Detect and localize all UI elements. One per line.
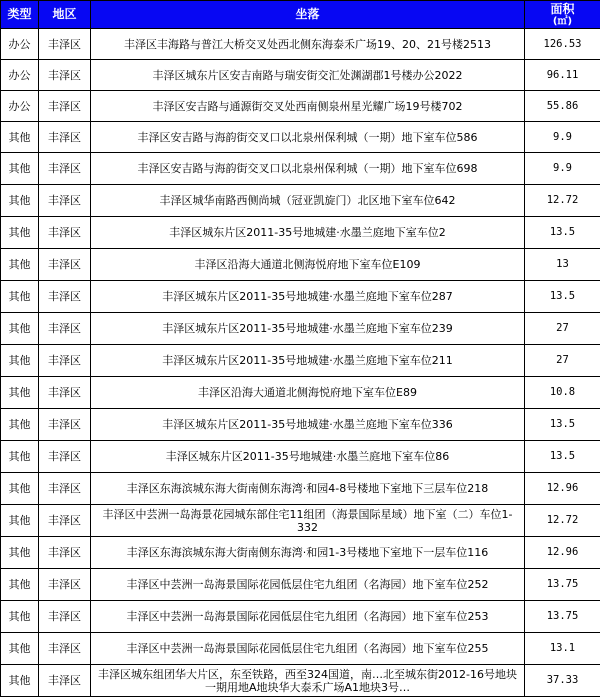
table-row [1,249,600,281]
table-row [1,29,600,60]
table-row [1,409,600,441]
table-row [1,377,600,409]
row-type-cell: 其他 [1,601,39,633]
row-district-cell: 丰泽区 [39,60,91,91]
table-row [1,473,600,505]
row-type-cell: 其他 [1,409,39,441]
table-row [1,665,600,697]
row-type-cell: 其他 [1,505,39,537]
header-type: 类型 [1,1,39,29]
row-location-cell: 丰泽区城东片区2011-35号地城建·水墨兰庭地下室车位86 [91,441,525,473]
row-type-cell: 办公 [1,91,39,122]
table-row [1,60,600,91]
row-location-cell: 丰泽区沿海大通道北侧海悦府地下室车位E109 [91,249,525,281]
row-type-cell: 其他 [1,441,39,473]
row-area-cell: 13 [525,249,600,281]
header-district: 地区 [39,1,91,29]
row-area-cell: 27 [525,313,600,345]
row-area-cell: 12.96 [525,537,600,569]
row-location-cell: 丰泽区城东组团华大片区，东至铁路，西至324国道，南…北至城东街2012-16号地块一期用地A地块华大泰禾广场A1地块3号… [91,665,525,697]
row-district-cell: 丰泽区 [39,217,91,249]
row-district-cell: 丰泽区 [39,122,91,153]
table-row [1,313,600,345]
row-area-cell: 96.11 [525,60,600,91]
row-area-cell: 12.96 [525,473,600,505]
row-location-cell: 丰泽区沿海大通道北侧海悦府地下室车位E89 [91,377,525,409]
row-area-cell: 9.9 [525,122,600,153]
row-district-cell: 丰泽区 [39,441,91,473]
row-location-cell: 丰泽区安吉路与通源街交叉处西南侧泉州星光耀广场19号楼702 [91,91,525,122]
row-district-cell: 丰泽区 [39,377,91,409]
row-area-cell: 55.86 [525,91,600,122]
table-row [1,217,600,249]
row-district-cell: 丰泽区 [39,665,91,697]
row-area-cell: 13.75 [525,601,600,633]
row-district-cell: 丰泽区 [39,537,91,569]
row-district-cell: 丰泽区 [39,473,91,505]
table-row [1,633,600,665]
row-district-cell: 丰泽区 [39,569,91,601]
row-location-cell: 丰泽区城东片区2011-35号地城建·水墨兰庭地下室车位287 [91,281,525,313]
row-area-cell: 13.1 [525,633,600,665]
row-type-cell: 其他 [1,217,39,249]
row-district-cell: 丰泽区 [39,91,91,122]
row-location-cell: 丰泽区东海滨城东海大街南侧东海湾·和园1-3号楼地下室地下一层车位116 [91,537,525,569]
header-area-label: 面积 [550,2,574,16]
row-type-cell: 其他 [1,345,39,377]
row-location-cell: 丰泽区城东片区2011-35号地城建·水墨兰庭地下室车位211 [91,345,525,377]
row-district-cell: 丰泽区 [39,29,91,60]
row-location-cell: 丰泽区安吉路与海韵街交叉口以北泉州保利城（一期）地下室车位698 [91,153,525,185]
row-type-cell: 办公 [1,29,39,60]
row-district-cell: 丰泽区 [39,249,91,281]
row-type-cell: 其他 [1,122,39,153]
row-area-cell: 126.53 [525,29,600,60]
table-row [1,569,600,601]
row-district-cell: 丰泽区 [39,345,91,377]
table-row [1,185,600,217]
row-area-cell: 9.9 [525,153,600,185]
row-area-cell: 13.75 [525,569,600,601]
row-area-cell: 13.5 [525,409,600,441]
row-location-cell: 丰泽区中芸洲一岛海景国际花园低层住宅九组团（名海园）地下室车位253 [91,601,525,633]
row-location-cell: 丰泽区中芸洲一岛海景花园城东部住宅11组团（海景国际星域）地下室（二）车位1-332 [91,505,525,537]
row-area-cell: 27 [525,345,600,377]
table-row [1,153,600,185]
row-district-cell: 丰泽区 [39,185,91,217]
row-area-cell: 10.8 [525,377,600,409]
row-type-cell: 其他 [1,377,39,409]
row-location-cell: 丰泽区丰海路与普江大桥交叉处西北侧东海泰禾广场19、20、21号楼2513 [91,29,525,60]
row-area-cell: 13.5 [525,441,600,473]
table-row [1,122,600,153]
row-type-cell: 办公 [1,60,39,91]
row-area-cell: 12.72 [525,185,600,217]
row-type-cell: 其他 [1,249,39,281]
row-location-cell: 丰泽区城东片区2011-35号地城建·水墨兰庭地下室车位239 [91,313,525,345]
header-area [525,1,600,29]
row-location-cell: 丰泽区中芸洲一岛海景国际花园低层住宅九组团（名海园）地下室车位252 [91,569,525,601]
row-district-cell: 丰泽区 [39,313,91,345]
row-location-cell: 丰泽区城东片区安吉南路与瑞安街交汇处渊湖郡1号楼办公2022 [91,60,525,91]
row-location-cell: 丰泽区东海滨城东海大街南侧东海湾·和园4-8号楼地下室地下三层车位218 [91,473,525,505]
table-row [1,505,600,537]
row-type-cell: 其他 [1,473,39,505]
table-row [1,537,600,569]
row-type-cell: 其他 [1,569,39,601]
table-row [1,281,600,313]
row-area-cell: 13.5 [525,217,600,249]
row-type-cell: 其他 [1,537,39,569]
table-row [1,601,600,633]
row-type-cell: 其他 [1,281,39,313]
row-location-cell: 丰泽区中芸洲一岛海景国际花园低层住宅九组团（名海园）地下室车位255 [91,633,525,665]
row-district-cell: 丰泽区 [39,281,91,313]
row-area-cell: 13.5 [525,281,600,313]
row-type-cell: 其他 [1,665,39,697]
row-location-cell: 丰泽区城东片区2011-35号地城建·水墨兰庭地下室车位336 [91,409,525,441]
row-type-cell: 其他 [1,313,39,345]
row-district-cell: 丰泽区 [39,505,91,537]
table-header-row [1,1,600,29]
row-type-cell: 其他 [1,185,39,217]
row-location-cell: 丰泽区安吉路与海韵街交叉口以北泉州保利城（一期）地下室车位586 [91,122,525,153]
table-row [1,91,600,122]
table-row [1,441,600,473]
row-area-cell: 12.72 [525,505,600,537]
row-type-cell: 其他 [1,633,39,665]
row-district-cell: 丰泽区 [39,409,91,441]
header-area-unit: (㎡) [525,16,600,27]
row-district-cell: 丰泽区 [39,153,91,185]
row-district-cell: 丰泽区 [39,633,91,665]
table-row [1,345,600,377]
row-location-cell: 丰泽区城华南路西侧尚城（冠亚凯旋门）北区地下室车位642 [91,185,525,217]
row-location-cell: 丰泽区城东片区2011-35号地城建·水墨兰庭地下室车位2 [91,217,525,249]
row-area-cell: 37.33 [525,665,600,697]
row-district-cell: 丰泽区 [39,601,91,633]
header-location: 坐落 [91,1,525,29]
row-type-cell: 其他 [1,153,39,185]
